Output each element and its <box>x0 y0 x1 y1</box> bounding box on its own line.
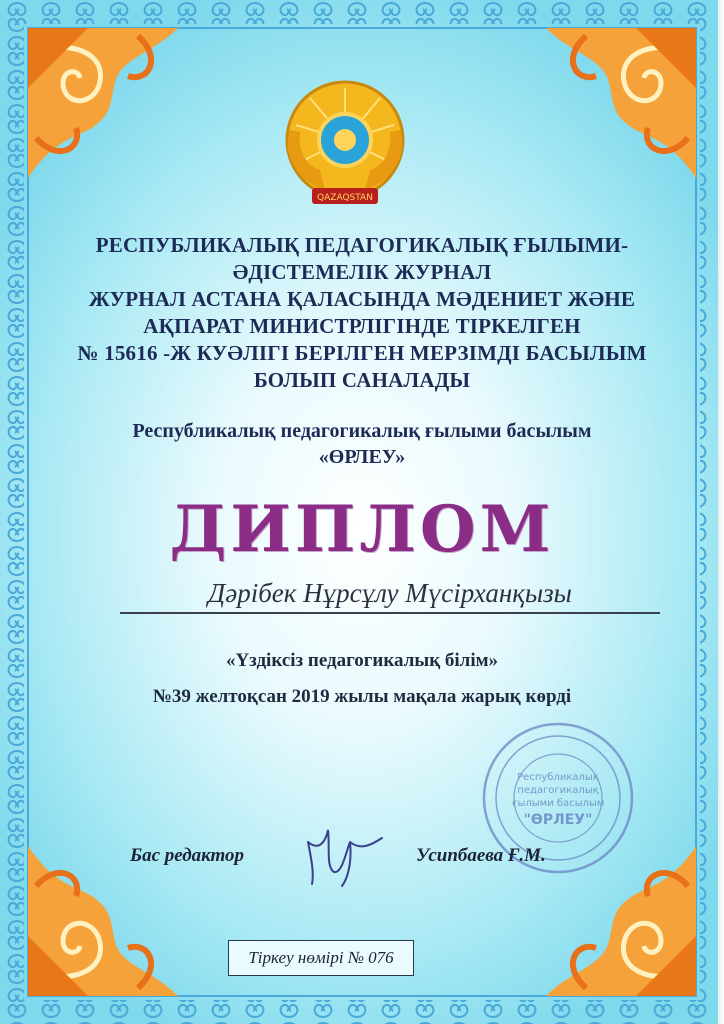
stamp-line: ғылыми басылым <box>511 798 605 809</box>
heading-line: БОЛЫП САНАЛАДЫ <box>253 368 471 392</box>
article-topic: «Үздіксіз педагогикалық білім» <box>225 650 499 671</box>
heading-line: АҚПАРАТ МИНИСТРЛІГІНДЕ ТІРКЕЛГЕН <box>143 314 581 338</box>
stamp-line: Республикалық <box>517 772 599 783</box>
recipient-name: Дәрібек Нұрсұлу Мүсірханқызы <box>208 578 572 608</box>
heading-line: ЖУРНАЛ АСТАНА ҚАЛАСЫНДА МӘДЕНИЕТ ЖӘНЕ <box>88 287 636 311</box>
diploma-title: ДИПЛОМ <box>169 492 555 567</box>
heading-line: ӘДІСТЕМЕЛІК ЖУРНАЛ <box>232 260 492 284</box>
stamp-name: "ӨРЛЕУ" <box>523 812 593 828</box>
recipient-underline <box>120 612 660 614</box>
editor-label: Бас редактор <box>130 845 245 866</box>
editor-name: Усипбаева Ғ.М. <box>416 845 546 866</box>
scan-edge <box>718 0 724 1024</box>
emblem-band-text: QAZAQSTAN <box>317 193 373 203</box>
stamp-line: педагогикалық <box>517 785 599 796</box>
registration-number: Тіркеу нөмірі № 076 <box>228 940 414 976</box>
journal-heading <box>20 232 704 394</box>
issue-info: №39 желтоқсан 2019 жылы мақала жарық көрді <box>152 686 572 707</box>
publication-name: «ӨРЛЕУ» <box>318 446 406 468</box>
heading-line: РЕСПУБЛИКАЛЫҚ ПЕДАГОГИКАЛЫҚ ҒЫЛЫМИ- <box>95 233 629 257</box>
signature-icon <box>290 812 400 892</box>
state-emblem-icon <box>270 70 420 220</box>
subheading-line: Республикалық педагогикалық ғылыми басылым <box>132 420 592 442</box>
publication-subheading <box>20 418 704 470</box>
heading-line: № 15616 -Ж КУӘЛІГІ БЕРІЛГЕН МЕРЗІМДІ БАСЫЛЫМ <box>77 341 647 365</box>
